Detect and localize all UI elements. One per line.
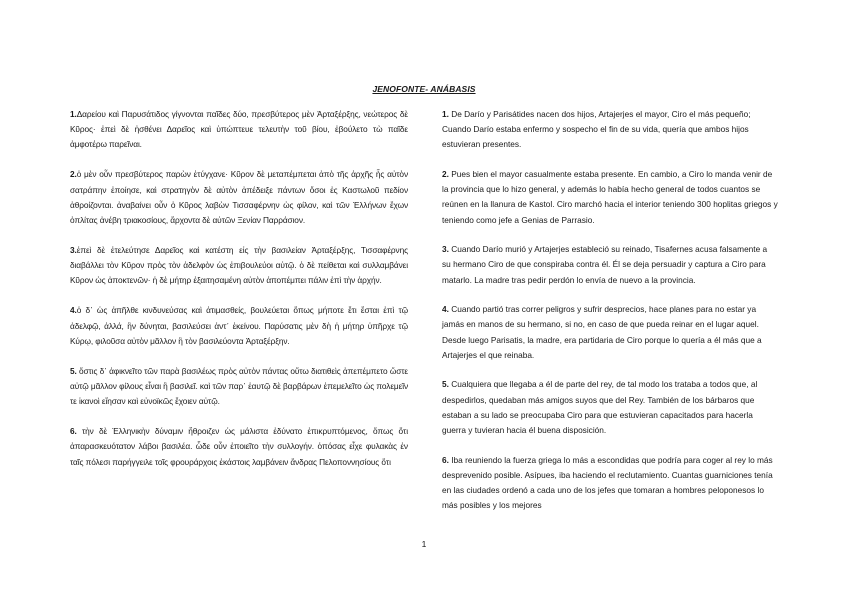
greek-paragraph-2 — [70, 167, 408, 228]
paragraph-number: 4. — [442, 304, 449, 315]
spanish-paragraph-4 — [442, 302, 778, 363]
greek-paragraph-5 — [70, 364, 408, 410]
paragraph-text: Δαρείου καὶ Παρυσάτιδος γίγνονται παῖδες δύο, πρεσβύτερος μὲν Ἀρταξέρξης, νεώτερος δὲ Κῦρος· ἐπεὶ δὲ ἠσθένει Δαρεῖος καὶ ὑπώπτευε τελευτὴν τοῦ βίου, ἐβούλετο τὼ παῖδε ἀμφοτέρω παρεῖναι. — [70, 109, 408, 150]
paragraph-number: 4. — [70, 305, 77, 316]
paragraph-text: Cualquiera que llegaba a él de parte del rey, de tal modo los trataba a todos que, al despedirlos, quedaban más amigos suyos que del Rey. También de los bárbaros que estaban a su lado se preocupaba Ciro para que estuvieran capacitados para hacerla guerra y tuvieran hacia él buena disposición. — [442, 379, 758, 436]
paragraph-number: 2. — [70, 169, 77, 180]
paragraph-number: 3. — [442, 244, 449, 255]
paragraph-text: Cuando Darío murió y Artajerjes estableció su reinado, Tisafernes acusa falsamente a su hermano Ciro de que conspiraba contra él. Él se deja persuadir y captura a Ciro para matarlo. La madre tras pedir perdón lo envía de nuevo a la provincia. — [442, 244, 768, 285]
spanish-text-column — [442, 107, 778, 528]
spanish-paragraph-1 — [442, 107, 778, 153]
paragraph-text: De Darío y Parisátides nacen dos hijos, Artajerjes el mayor, Ciro el más pequeño; Cuando Darío estaba enfermo y sospecho el fin de su vida, quería que ambos hijos estuvieran presentes. — [442, 109, 751, 150]
greek-paragraph-1 — [70, 107, 408, 153]
paragraph-text: Cuando partió tras correr peligros y sufrir desprecios, hace planes para no estar ya jamás en manos de su hermano, si no, en caso de que pueda reinar en el lugar aquel. Desde luego Parisatis, la madre, era partidaria de Ciro porque lo quería a él más que a Artajerjes el que reinaba. — [442, 304, 762, 360]
paragraph-text: ὁ μὲν οὖν πρεσβύτερος παρὼν ἐτύγχανε· Κῦρον δὲ μεταπέμπεται ἀπὸ τῆς ἀρχῆς ἧς αὐτὸν σατράπην ἐποίησε, καὶ στρατηγὸν δὲ αὐτὸν ἀπέδειξε πάντων ὅσοι ἐς Καστωλοῦ πεδίον ἁθροίζονται. ἀναβαίνει οὖν ὁ Κῦρος λαβὼν Τισσαφέρνην ὡς φίλον, καὶ τῶν Ἑλλήνων ἔχων ὁπλίτας ἀνέβη τριακοσίους, ἄρχοντα δὲ αὐτῶν Ξενίαν Παρράσιον. — [70, 169, 408, 226]
paragraph-text: τὴν δὲ Ἑλληνικὴν δύναμιν ἤθροιζεν ὡς μάλιστα ἐδύνατο ἐπικρυπτόμενος, ὅπως ὅτι ἀπαρασκευότατον λάβοι βασιλέα. ὧδε οὖν ἐποιεῖτο τὴν συλλογήν. ὁπόσας εἶχε φυλακὰς ἐν ταῖς πόλεσι παρήγγειλε τοῖς φρουράρχοις ἑκάστοις λαμβάνειν ἄνδρας Πελοποννησίους ὅτι — [70, 426, 408, 467]
paragraph-number: 6. — [442, 454, 449, 465]
paragraph-number: 6. — [70, 426, 77, 437]
greek-paragraph-6 — [70, 424, 408, 470]
greek-paragraph-3 — [70, 243, 408, 289]
greek-paragraph-4 — [70, 303, 408, 349]
paragraph-text: ὁ δ᾽ ὡς ἀπῆλθε κινδυνεύσας καὶ ἀτιμασθείς, βουλεύεται ὅπως μήποτε ἔτι ἔσται ἐπὶ τῷ ἀδελφῷ, ἀλλά, ἢν δύνηται, βασιλεύσει ἀντ᾽ ἐκείνου. Παρύσατις μὲν δὴ ἡ μήτηρ ὑπῆρχε τῷ Κύρῳ, φιλοῦσα αὐτὸν μᾶλλον ἢ τὸν βασιλεύοντα Ἀρταξέρξην. — [70, 305, 408, 346]
paragraph-number: 3. — [70, 245, 77, 256]
paragraph-number: 2. — [442, 169, 449, 179]
document-title: JENOFONTE- ANÁBASIS — [372, 84, 476, 94]
paragraph-text: Iba reuniendo la fuerza griega lo más a escondidas que podría para coger al rey lo más desprevenido posible. Asípues, iba haciendo el reclutamiento. Cuantas guarniciones tenía en las ciudades ordenó a cada uno de los jefes que tomaran a hombres peloponesos lo más posibles y los mejores — [442, 454, 773, 511]
greek-text-column — [70, 107, 408, 485]
paragraph-number: 5. — [442, 379, 449, 390]
spanish-paragraph-3 — [442, 242, 778, 288]
paragraph-number: 1. — [442, 109, 449, 119]
paragraph-text: Pues bien el mayor casualmente estaba presente. En cambio, a Ciro lo manda venir de la provincia que lo hizo general, y además lo había hecho general de todos cuantos se reúnen en la llanura de Kastol. Ciro marchó hacia el interior teniendo 300 hoplitas griegos y teniendo como jefe a Genias de Parrasio. — [442, 169, 778, 225]
spanish-paragraph-5 — [442, 377, 778, 438]
spanish-paragraph-2 — [442, 167, 778, 228]
paragraph-number: 1. — [70, 109, 77, 119]
spanish-paragraph-6 — [442, 453, 778, 514]
paragraph-text: ὅστις δ᾽ ἀφικνεῖτο τῶν παρὰ βασιλέως πρὸς αὐτὸν πάντας οὕτω διατιθεὶς ἀπεπέμπετο ὥστε αὐτῷ μᾶλλον φίλους εἶναι ἢ βασιλεῖ. καὶ τῶν παρ᾽ ἑαυτῷ δὲ βαρβάρων ἐπεμελεῖτο ὡς πολεμεῖν τε ἱκανοὶ εἴησαν καὶ εὐνοϊκῶς ἔχοιεν αὐτῷ. — [70, 365, 408, 407]
paragraph-number: 5. — [70, 365, 77, 376]
paragraph-text: ἐπεὶ δὲ ἐτελεύτησε Δαρεῖος καὶ κατέστη εἰς τὴν βασιλείαν Ἀρταξέρξης, Τισσαφέρνης διαβάλλει τὸν Κῦρον πρὸς τὸν ἀδελφὸν ὡς ἐπιβουλεύοι αὐτῷ. ὁ δὲ πείθεται καὶ συλλαμβάνει Κῦρον ὡς ἀποκτενῶν· ἡ δὲ μήτηρ ἐξαιτησαμένη αὐτὸν ἀποπέμπει πάλιν ἐπὶ τὴν ἀρχήν. — [70, 245, 408, 286]
page-number: 1 — [421, 539, 427, 549]
